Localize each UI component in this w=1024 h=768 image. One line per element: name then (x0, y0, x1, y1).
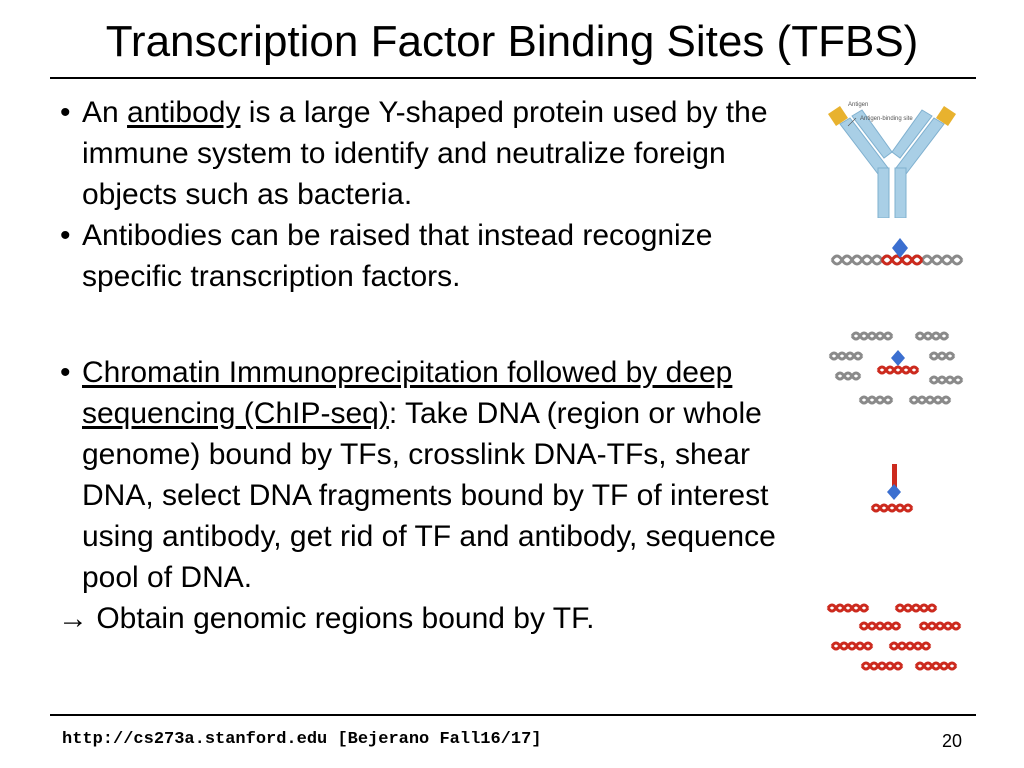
footer-url[interactable]: http://cs273a.stanford.edu [Bejerano Fall16/17] (62, 730, 542, 749)
sheared-dna-illustration (826, 326, 972, 414)
title-divider (50, 77, 976, 79)
bullet-text-post: is a large Y-shaped protein used by the immune system to identify and neutralize foreign objects such as bacteria. (82, 96, 768, 211)
enriched-dna-pool-illustration (824, 596, 970, 680)
antigen-label: Antigen (848, 102, 869, 108)
conclusion-text: Obtain genomic regions bound by TF. (96, 602, 595, 635)
antibody-link[interactable]: antibody (127, 96, 241, 129)
bullet-antibodies-tf (60, 215, 780, 297)
chipseq-link[interactable]: Chromatin Immunoprecipitation followed by deep sequencing (ChIP-seq) (82, 356, 733, 430)
spacer (60, 297, 780, 352)
conclusion-line (58, 598, 780, 639)
bullet-text-post: : Take DNA (region or whole genome) bound by TFs, crosslink DNA-TFs, shear DNA, select DNA fragments bound by TF of interest using antibody, get rid of TF and antibody, sequence pool of DNA. (82, 397, 776, 594)
antibody-illustration (826, 96, 958, 218)
bullet-antibody (60, 92, 780, 215)
page-number: 20 (941, 731, 962, 751)
bullet-text-pre: An (82, 96, 128, 129)
bullet-dot: • (60, 356, 71, 389)
binding-site-label: Antigen-binding site (860, 116, 913, 122)
slide-title: Transcription Factor Binding Sites (TFBS) (105, 17, 919, 66)
dna-with-tf-illustration (830, 236, 970, 272)
footer-divider (50, 714, 976, 716)
antibody-pulldown-illustration (866, 460, 926, 520)
bullet-text: Antibodies can be raised that instead recognize specific transcription factors. (82, 219, 713, 293)
bullet-dot: • (60, 219, 71, 252)
bullet-dot: • (60, 96, 71, 129)
right-arrow-icon: → (58, 602, 88, 635)
bullet-chipseq (60, 352, 780, 598)
slide-body (60, 92, 780, 639)
